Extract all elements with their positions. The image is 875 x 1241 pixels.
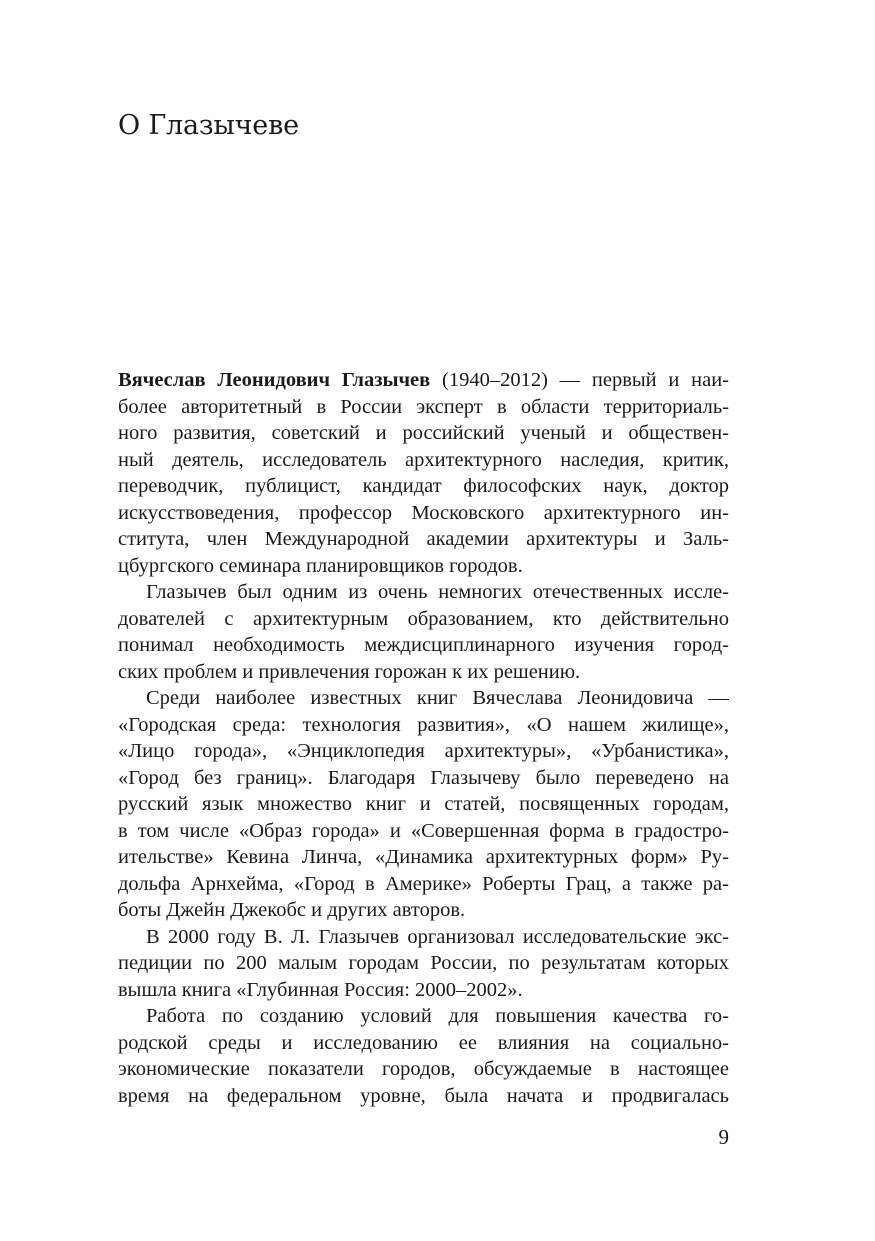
text-line: «Город без границ». Благодаря Глазычеву было переведено на [118,766,729,789]
text-line: время на федеральном уровне, была начата и продвигалась [118,1084,729,1107]
text-line: в том числе «Образ города» и «Совершенная форма в градостро- [118,819,729,842]
text-line: русский язык множество книг и статей, посвященных городам, [118,793,729,815]
text-line: переводчик, публицист, кандидат философских наук, доктор [118,475,729,497]
paragraph-1 [118,367,729,579]
text-line: ного развития, советский и российский ученый и обществен- [118,422,729,444]
text-line: ститута, член Международной академии архитектуры и Заль- [118,528,729,550]
text-line: понимал необходимость междисциплинарного изучения город- [118,634,729,656]
page-number: 9 [718,1125,729,1149]
paragraph-3 [118,685,729,924]
text-line: боты Джейн Джекобс и других авторов. [118,899,466,921]
paragraph-2 [118,579,729,685]
text-line: Работа по созданию условий для повышения качества го- [146,1005,729,1027]
text-line: дольфа Арнхейма, «Город в Америке» Роберты Грац, а также ра- [118,872,729,895]
text-line: более авторитетный в России эксперт в области территориаль- [118,395,729,418]
text-line: цбургского семинара планировщиков городов. [118,554,523,577]
text-line: ительстве» Кевина Линча, «Динамика архитектурных форм» Ру- [118,846,729,868]
text-line: Вячеслав Леонидович Глазычев (1940–2012) — первый и наи- [118,369,729,391]
text-line: вышла книга «Глубинная Россия: 2000–2002». [118,978,523,1001]
text-line: родской среды и исследованию ее влияния на социально- [118,1031,729,1054]
text-line: Среди наиболее известных книг Вячеслава Леонидовича — [146,687,729,709]
text-line: дователей с архитектурным образованием, кто действительно [118,607,729,630]
body-text [118,367,729,1109]
text-line: «Городская среда: технология развития», «О нашем жилище», [118,713,729,736]
text-line: Глазычев был одним из очень немногих отечественных иссле- [146,581,729,603]
text-line: искусствоведения, профессор Московского архитектурного ин- [118,501,729,524]
paragraph-4 [118,924,729,1004]
text-line: ских проблем и привлечения горожан к их решению. [118,660,581,683]
text-line: педиции по 200 малым городам России, по результатам которых [118,952,729,974]
text-line: В 2000 году В. Л. Глазычев организовал исследовательские экс- [146,925,729,948]
text-line: ный деятель, исследователь архитектурного наследия, критик, [118,448,729,471]
text-line: «Лицо города», «Энциклопедия архитектуры», «Урбанистика», [118,740,729,762]
paragraph-5 [118,1003,729,1109]
page-title: О Глазычеве [118,110,299,141]
author-name: Вячеслав Леонидович Глазычев [118,369,431,391]
text-line: экономические показатели городов, обсуждаемые в настоящее [118,1058,729,1080]
